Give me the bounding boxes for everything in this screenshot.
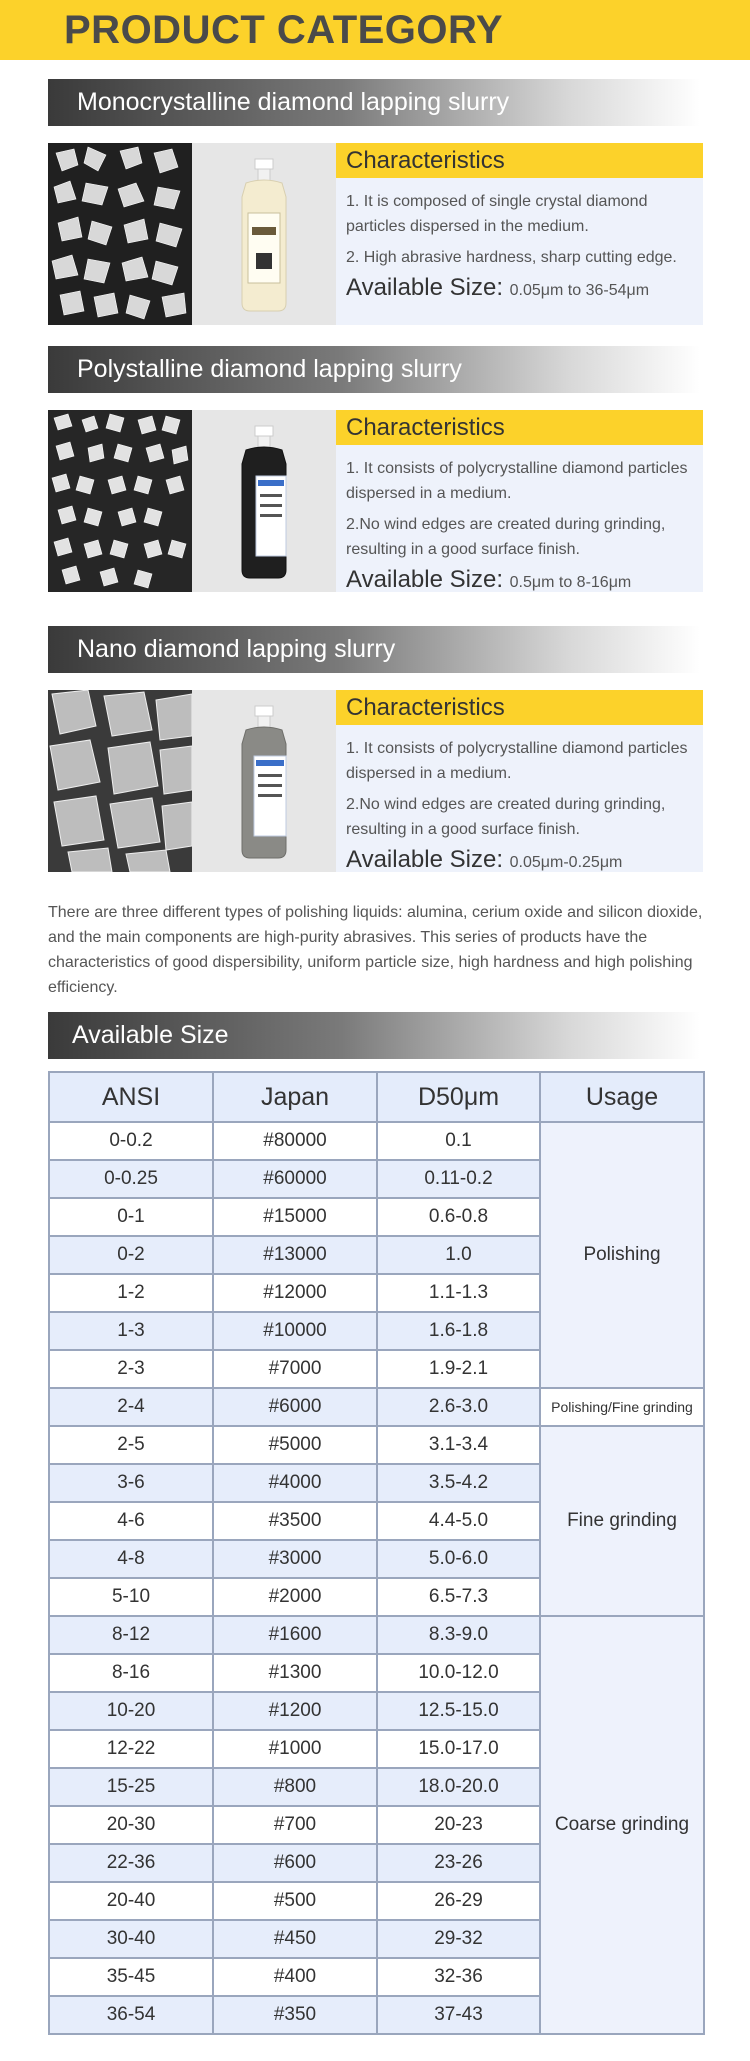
japan-cell: #500 — [213, 1882, 377, 1920]
d50-cell: 1.6-1.8 — [377, 1312, 540, 1350]
section-title: Polystalline diamond lapping slurry — [77, 355, 462, 383]
available-size-label: Available Size: — [346, 846, 503, 873]
available-size-value: 0.05μm to 36-54μm — [509, 282, 650, 299]
japan-cell: #4000 — [213, 1464, 377, 1502]
available-size-value: 0.5μm to 8-16μm — [509, 574, 632, 591]
d50-cell: 12.5-15.0 — [377, 1692, 540, 1730]
d50-cell: 26-29 — [377, 1882, 540, 1920]
japan-cell: #400 — [213, 1958, 377, 1996]
table-row — [49, 1122, 704, 1160]
characteristics-title: Characteristics — [336, 143, 703, 178]
section-title: Monocrystalline diamond lapping slurry — [77, 88, 510, 116]
ansi-cell: 20-30 — [49, 1806, 213, 1844]
d50-cell: 6.5-7.3 — [377, 1578, 540, 1616]
d50-cell: 3.5-4.2 — [377, 1464, 540, 1502]
ansi-cell: 20-40 — [49, 1882, 213, 1920]
characteristic-point: 1. It consists of polycrystalline diamond particles dispersed in a medium. — [346, 740, 688, 782]
available-size — [346, 274, 693, 302]
ansi-cell: 36-54 — [49, 1996, 213, 2034]
d50-cell: 0.6-0.8 — [377, 1198, 540, 1236]
d50-cell: 15.0-17.0 — [377, 1730, 540, 1768]
d50-cell: 29-32 — [377, 1920, 540, 1958]
japan-cell: #700 — [213, 1806, 377, 1844]
table-row — [49, 1616, 704, 1654]
d50-cell: 1.1-1.3 — [377, 1274, 540, 1312]
d50-cell: 1.9-2.1 — [377, 1350, 540, 1388]
ansi-cell: 1-3 — [49, 1312, 213, 1350]
characteristics-panel — [336, 143, 703, 325]
ansi-cell: 8-12 — [49, 1616, 213, 1654]
ansi-cell: 4-6 — [49, 1502, 213, 1540]
japan-cell: #350 — [213, 1996, 377, 2034]
japan-cell: #80000 — [213, 1122, 377, 1160]
japan-cell: #1000 — [213, 1730, 377, 1768]
ansi-cell: 35-45 — [49, 1958, 213, 1996]
ansi-cell: 2-3 — [49, 1350, 213, 1388]
usage-cell: Coarse grinding — [540, 1616, 704, 2034]
d50-cell: 20-23 — [377, 1806, 540, 1844]
section-header-monocrystalline — [48, 79, 700, 126]
japan-cell: #1600 — [213, 1616, 377, 1654]
bottle-image — [192, 690, 336, 872]
ansi-cell: 1-2 — [49, 1274, 213, 1312]
usage-cell: Fine grinding — [540, 1426, 704, 1616]
d50-cell: 23-26 — [377, 1844, 540, 1882]
characteristics-panel — [336, 690, 703, 872]
d50-cell: 1.0 — [377, 1236, 540, 1274]
ansi-cell: 0-2 — [49, 1236, 213, 1274]
column-header-ansi: ANSI — [49, 1072, 213, 1122]
d50-cell: 37-43 — [377, 1996, 540, 2034]
ansi-cell: 15-25 — [49, 1768, 213, 1806]
column-header-japan: Japan — [213, 1072, 377, 1122]
japan-cell: #3000 — [213, 1540, 377, 1578]
usage-cell: Polishing — [540, 1122, 704, 1388]
ansi-cell: 0-1 — [49, 1198, 213, 1236]
japan-cell: #13000 — [213, 1236, 377, 1274]
product-description: There are three different types of polishing liquids: alumina, cerium oxide and silicon dioxide, and the main components are high-purity abrasives. This series of products have the characteristics of good dispersibility, uniform particle size, high hardness and high polishing efficiency. — [48, 904, 703, 996]
column-header-d50: D50μm — [377, 1072, 540, 1122]
bottle-image — [192, 410, 336, 592]
micrograph-image — [48, 690, 192, 872]
japan-cell: #600 — [213, 1844, 377, 1882]
japan-cell: #60000 — [213, 1160, 377, 1198]
ansi-cell: 2-4 — [49, 1388, 213, 1426]
characteristic-point: 2.No wind edges are created during grinding, resulting in a good surface finish. — [346, 796, 666, 838]
ansi-cell: 0-0.25 — [49, 1160, 213, 1198]
ansi-cell: 2-5 — [49, 1426, 213, 1464]
top-banner — [0, 0, 750, 60]
product-card-monocrystalline — [48, 143, 703, 325]
section-title: Available Size — [72, 1021, 229, 1049]
d50-cell: 3.1-3.4 — [377, 1426, 540, 1464]
usage-cell: Polishing/Fine grinding — [540, 1388, 704, 1426]
d50-cell: 10.0-12.0 — [377, 1654, 540, 1692]
table-row — [49, 1388, 704, 1426]
d50-cell: 4.4-5.0 — [377, 1502, 540, 1540]
section-header-available-size — [48, 1012, 700, 1059]
japan-cell: #1200 — [213, 1692, 377, 1730]
characteristic-point: 1. It consists of polycrystalline diamond particles dispersed in a medium. — [346, 460, 688, 502]
japan-cell: #6000 — [213, 1388, 377, 1426]
d50-cell: 0.1 — [377, 1122, 540, 1160]
column-header-usage: Usage — [540, 1072, 704, 1122]
product-card-polycrystalline — [48, 410, 703, 592]
ansi-cell: 10-20 — [49, 1692, 213, 1730]
ansi-cell: 30-40 — [49, 1920, 213, 1958]
size-table — [48, 1071, 705, 2035]
japan-cell: #7000 — [213, 1350, 377, 1388]
table-row — [49, 1426, 704, 1464]
ansi-cell: 0-0.2 — [49, 1122, 213, 1160]
available-size-label: Available Size: — [346, 274, 503, 301]
bottle-image — [192, 143, 336, 325]
japan-cell: #10000 — [213, 1312, 377, 1350]
micrograph-image — [48, 410, 192, 592]
d50-cell: 8.3-9.0 — [377, 1616, 540, 1654]
product-card-nano — [48, 690, 703, 872]
d50-cell: 5.0-6.0 — [377, 1540, 540, 1578]
japan-cell: #1300 — [213, 1654, 377, 1692]
japan-cell: #2000 — [213, 1578, 377, 1616]
japan-cell: #12000 — [213, 1274, 377, 1312]
section-header-nano — [48, 626, 700, 673]
japan-cell: #15000 — [213, 1198, 377, 1236]
ansi-cell: 8-16 — [49, 1654, 213, 1692]
japan-cell: #800 — [213, 1768, 377, 1806]
japan-cell: #450 — [213, 1920, 377, 1958]
d50-cell: 2.6-3.0 — [377, 1388, 540, 1426]
available-size — [346, 846, 693, 874]
ansi-cell: 22-36 — [49, 1844, 213, 1882]
available-size-value: 0.05μm-0.25μm — [509, 854, 623, 871]
characteristic-point: 2.No wind edges are created during grinding, resulting in a good surface finish. — [346, 516, 666, 558]
page-title: PRODUCT CATEGORY — [64, 8, 504, 52]
section-header-polycrystalline — [48, 346, 700, 393]
characteristic-point: 1. It is composed of single crystal diamond particles dispersed in the medium. — [346, 193, 648, 235]
ansi-cell: 4-8 — [49, 1540, 213, 1578]
characteristics-panel — [336, 410, 703, 592]
d50-cell: 18.0-20.0 — [377, 1768, 540, 1806]
ansi-cell: 12-22 — [49, 1730, 213, 1768]
table-header-row — [49, 1072, 704, 1122]
ansi-cell: 3-6 — [49, 1464, 213, 1502]
section-title: Nano diamond lapping slurry — [77, 635, 396, 663]
characteristic-point: 2. High abrasive hardness, sharp cutting edge. — [346, 249, 677, 266]
available-size-label: Available Size: — [346, 566, 503, 593]
micrograph-image — [48, 143, 192, 325]
d50-cell: 32-36 — [377, 1958, 540, 1996]
characteristics-title: Characteristics — [336, 690, 703, 725]
available-size — [346, 566, 693, 594]
japan-cell: #5000 — [213, 1426, 377, 1464]
characteristics-title: Characteristics — [336, 410, 703, 445]
ansi-cell: 5-10 — [49, 1578, 213, 1616]
d50-cell: 0.11-0.2 — [377, 1160, 540, 1198]
japan-cell: #3500 — [213, 1502, 377, 1540]
